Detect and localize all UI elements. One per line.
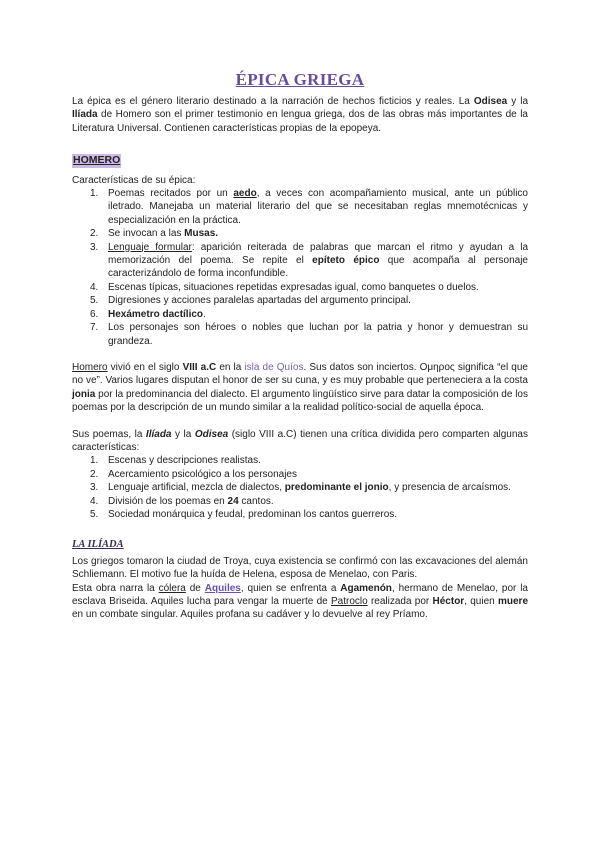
epic-features-list	[72, 187, 528, 348]
list-item: 2. Acercamiento psicológico a los personajes	[90, 468, 297, 480]
list-item: 6. Hexámetro dactílico.	[90, 308, 206, 320]
iliada-paragraph-1: Los griegos tomaron la ciudad de Troya, cuya existencia se confirmó con las excavaciones del alemán Schliemann. El motivo fue la huída de Helena, esposa de Menelao, con Paris.	[72, 555, 528, 581]
page-title: ÉPICA GRIEGA	[235, 70, 365, 89]
iliada-heading: LA ILÍADA	[72, 539, 124, 551]
isla-quios-link[interactable]: isla de Quíos	[244, 361, 304, 373]
poems-paragraph: Sus poemas, la Ilíada y la Odisea (siglo VIII a.C) tienen una crítica dividida pero comparten algunas características:	[72, 428, 528, 453]
intro-odisea: Odisea	[473, 96, 508, 107]
intro-iliada: Ilíada	[72, 109, 98, 121]
list-item: 5. Sociedad monárquica y feudal, predominan los cantos guerreros.	[90, 508, 398, 520]
aquiles-link[interactable]: Aquiles	[204, 582, 241, 594]
iliada-paragraph-2: Esta obra narra la cólera de Aquiles, quien se enfrenta a Agamenón, hermano de Menelao, por la esclava Briseida. Aquiles lucha para vengar la muerte de Patroclo realizada por Héctor, quien muere en un combate singular. Aquiles profana su cadáver y lo devuelve al rey Príamo.	[72, 582, 528, 621]
intro-paragraph	[72, 95, 528, 135]
page-content	[72, 70, 528, 622]
homero-heading: HOMERO	[73, 154, 121, 167]
intro-text: y la	[507, 96, 529, 107]
list-item: 2. Se invocan a las Musas.	[90, 228, 219, 240]
section-heading-iliada	[72, 538, 528, 551]
homero-intro-line: Características de su épica:	[72, 174, 196, 186]
list-item: 4. Escenas típicas, situaciones repetidas expresadas igual, como banquetes o duelos.	[90, 281, 479, 293]
homero-bio-paragraph: Homero vivió en el siglo VIII a.C en la isla de Quíos. Sus datos son inciertos. Ομηρος significa “el que no ve”. Varios lugares disputan el honor de ser su cuna, y es muy probable que perteneciera a la costa jonia por la predominancia del dialecto. El argumento lingüístico sirve para datar la composición de los poemas por la descripción de un mundo similar a la realidad político-social de aquella época.	[72, 361, 528, 414]
list-item: 5. Digresiones y acciones paralelas apartadas del argumento principal.	[90, 295, 411, 307]
poems-features-list	[72, 454, 528, 521]
aedo-term: aedo	[233, 188, 257, 200]
list-item: 7. Los personajes son héroes o nobles que luchan por la patria y honor y demuestran su grandeza.	[90, 322, 528, 347]
list-item: 1. Poemas recitados por un aedo, a veces con acompañamiento musical, ante un público iletrado. Manejaba un material literario del que se necesitaban reglas mnemotécnicas y especialización en la práctica.	[90, 188, 528, 226]
list-item: 4. División de los poemas en 24 cantos.	[90, 495, 274, 507]
list-item: 3. Lenguaje artificial, mezcla de dialectos, predominante el jonio, y presencia de arcaísmos.	[90, 482, 511, 494]
section-heading-homero	[72, 154, 528, 167]
list-item: 1. Escenas y descripciones realistas.	[90, 455, 261, 467]
intro-text: La épica es el género literario destinado a la narración de hechos ficticios y reales. La	[72, 96, 474, 107]
intro-text: de Homero son el primer testimonio en lengua griega, dos de las obras más importantes de la Literatura Universal. Contienen características propias de la epopeya.	[72, 109, 528, 134]
list-item: 3. Lenguaje formular: aparición reiterada de palabras que marcan el ritmo y ayudan a la memorización del poema. Se repite el epíteto épico que acompaña al personaje caracterizándolo de forma inconfundible.	[90, 241, 529, 280]
